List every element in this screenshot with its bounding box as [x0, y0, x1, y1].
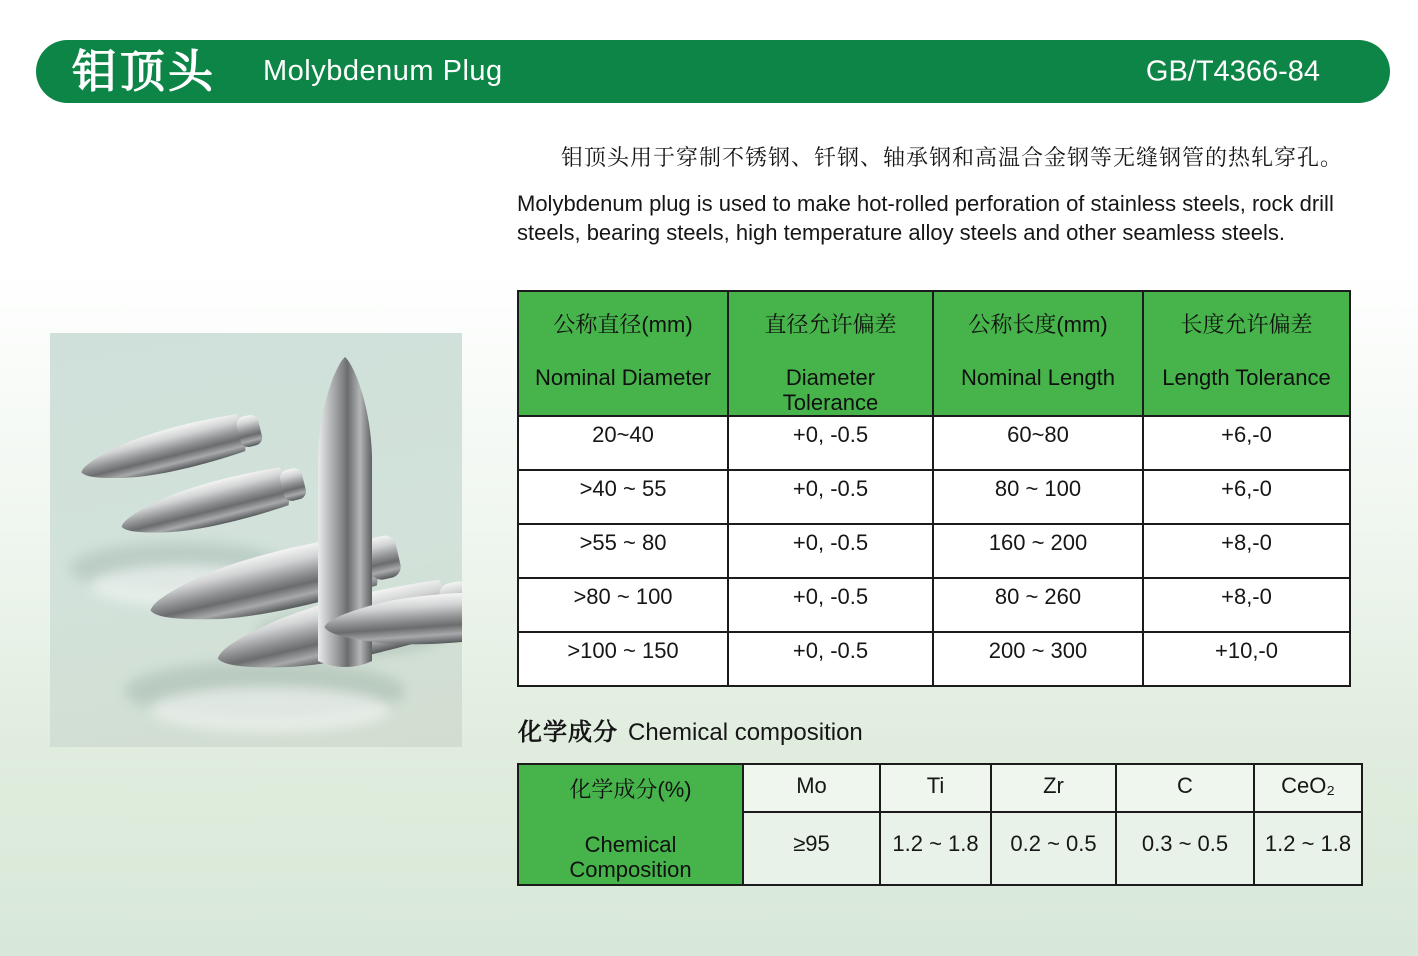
- col-header-nominal-length: [933, 291, 1143, 416]
- cell-diameter: >40 ~ 55: [518, 470, 728, 524]
- table-row: [518, 524, 1350, 578]
- col-header-en: Nominal Diameter: [534, 365, 712, 390]
- cell-length-tolerance: +8,-0: [1143, 524, 1350, 578]
- col-header-en: Diameter Tolerance: [782, 365, 879, 415]
- col-header-zh: 公称长度(mm): [968, 312, 1108, 337]
- col-header-diameter-tolerance: [728, 291, 933, 416]
- cell-length: 80 ~ 100: [933, 470, 1143, 524]
- intro-english-line2: steels, bearing steels, high temperature alloy steels and other seamless steels.: [517, 219, 1285, 245]
- col-header-zh: 公称直径(mm): [553, 312, 693, 337]
- cell-diameter: >55 ~ 80: [518, 524, 728, 578]
- intro-english-line1: Molybdenum plug is used to make hot-rolled perforation of stainless steels, rock drill: [517, 191, 1334, 216]
- col-header-en: Length Tolerance: [1162, 365, 1331, 390]
- cell-diameter-tolerance: +0, -0.5: [728, 416, 933, 470]
- element-header-mo: Mo: [743, 764, 880, 812]
- section-heading-chemical-composition: [518, 712, 863, 747]
- cell-length: 60~80: [933, 416, 1143, 470]
- table-row: [518, 416, 1350, 470]
- element-header-ti: Ti: [880, 764, 991, 812]
- element-header-c: C: [1116, 764, 1254, 812]
- chemical-composition-table: [517, 763, 1363, 886]
- cell-length: 160 ~ 200: [933, 524, 1143, 578]
- chem-row-label-en: Chemical Composition: [569, 832, 692, 882]
- standard-number: GB/T4366-84: [1145, 55, 1320, 87]
- element-header-ceo2: CeO₂: [1254, 764, 1362, 812]
- section-heading-zh: 化学成分: [518, 719, 618, 746]
- cell-diameter-tolerance: +0, -0.5: [728, 524, 933, 578]
- dimensions-header-row: [518, 291, 1350, 416]
- chem-row-label-zh: 化学成分(%): [569, 777, 692, 802]
- value-ti: 1.2 ~ 1.8: [880, 812, 991, 885]
- cell-length: 200 ~ 300: [933, 632, 1143, 686]
- col-header-zh: 直径允许偏差: [764, 312, 897, 337]
- cell-diameter: >80 ~ 100: [518, 578, 728, 632]
- cell-diameter: 20~40: [518, 416, 728, 470]
- cell-diameter: >100 ~ 150: [518, 632, 728, 686]
- cell-diameter-tolerance: +0, -0.5: [728, 470, 933, 524]
- page-title-english: Molybdenum Plug: [263, 55, 503, 87]
- molybdenum-plugs-illustration: [50, 333, 462, 747]
- page-title-chinese: 钼顶头: [72, 46, 217, 97]
- col-header-zh: 长度允许偏差: [1180, 312, 1313, 337]
- intro-paragraph-chinese: 钼顶头用于穿制不锈钢、钎钢、轴承钢和高温合金钢等无缝钢管的热轧穿孔。: [561, 145, 1344, 170]
- col-header-en: Nominal Length: [960, 365, 1116, 390]
- col-header-length-tolerance: [1143, 291, 1350, 416]
- intro-paragraph-english: [517, 190, 1362, 247]
- value-mo: ≥95: [743, 812, 880, 885]
- cell-diameter-tolerance: +0, -0.5: [728, 578, 933, 632]
- col-header-nominal-diameter: [518, 291, 728, 416]
- cell-diameter-tolerance: +0, -0.5: [728, 632, 933, 686]
- chem-row-label: [518, 764, 743, 885]
- table-row: [518, 470, 1350, 524]
- value-c: 0.3 ~ 0.5: [1116, 812, 1254, 885]
- table-row: [518, 632, 1350, 686]
- cell-length-tolerance: +10,-0: [1143, 632, 1350, 686]
- element-header-zr: Zr: [991, 764, 1116, 812]
- header-bar: [36, 40, 1390, 103]
- cell-length-tolerance: +8,-0: [1143, 578, 1350, 632]
- chem-header-row: [518, 764, 1362, 812]
- cell-length: 80 ~ 260: [933, 578, 1143, 632]
- value-ceo2: 1.2 ~ 1.8: [1254, 812, 1362, 885]
- cell-length-tolerance: +6,-0: [1143, 416, 1350, 470]
- value-zr: 0.2 ~ 0.5: [991, 812, 1116, 885]
- product-photo: [50, 333, 462, 747]
- dimensions-table: [517, 290, 1351, 687]
- table-row: [518, 578, 1350, 632]
- section-heading-en: Chemical composition: [628, 719, 863, 746]
- cell-length-tolerance: +6,-0: [1143, 470, 1350, 524]
